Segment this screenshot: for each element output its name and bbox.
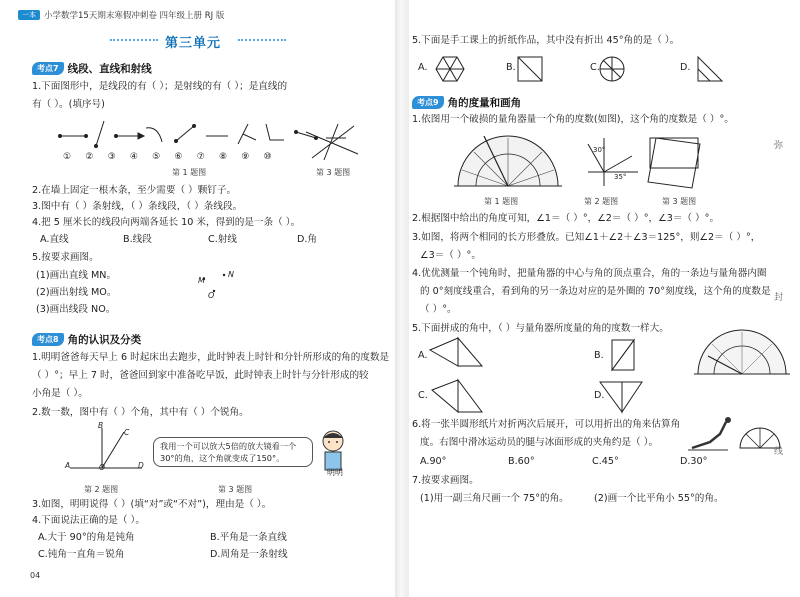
mingming-label: 明明 bbox=[327, 468, 343, 477]
s9-q6-option-c: C.45° bbox=[592, 456, 619, 467]
s9-q3-line2: ∠3＝（ ）°。 bbox=[420, 250, 481, 261]
s9-q4-line1: 4.优优测量一个钝角时，把量角器的中心与角的顶点重合，角的一条边与量角器内圈 bbox=[412, 268, 767, 279]
s9-q5: 5.下面拼成的角中，（ ）与量角器所度量的角的度数一样大。 bbox=[412, 323, 669, 334]
point-m-label: M bbox=[198, 276, 205, 285]
q1-line2: 有（ ）。(填序号) bbox=[32, 99, 105, 110]
s8-q4-option-c: C.钝角一直角＝锐角 bbox=[38, 549, 125, 560]
s8-q1-line3: 小角是（ ）。 bbox=[32, 388, 88, 399]
q5-item-3: (3)画出线段 NO。 bbox=[36, 304, 116, 315]
q5-option-c: C. bbox=[590, 62, 600, 73]
q4-option-a: A.直线 bbox=[40, 234, 69, 245]
q4-option-b: B.线段 bbox=[123, 234, 152, 245]
figure-number: ⑦ bbox=[196, 152, 219, 162]
unit-title: 第三单元 bbox=[165, 36, 222, 51]
s9-q5-option-d: D. bbox=[594, 390, 605, 401]
q5-item-1: (1)画出直线 MN。 bbox=[36, 270, 117, 281]
caption-s8-fig3: 第 3 题图 bbox=[218, 485, 253, 494]
q5: 5.按要求画图。 bbox=[32, 252, 99, 263]
s9-q4-line3: （ ）°。 bbox=[420, 304, 457, 315]
q5-right: 5.下面是手工课上的折纸作品，其中没有折出 45°角的是（ ）。 bbox=[412, 35, 680, 46]
q5-item-2: (2)画出射线 MO。 bbox=[36, 287, 117, 298]
right-page bbox=[404, 0, 800, 597]
s8-q4: 4.下面说法正确的是（ ）。 bbox=[32, 515, 145, 526]
header-title: 小学数学15天期末寒假冲刺卷 四年级上册 RJ 版 bbox=[44, 11, 225, 21]
point-n-label: N bbox=[228, 270, 234, 279]
figure-number: ⑧ bbox=[218, 152, 242, 162]
s9-q7-item-2: (2)画一个比平角小 55°的角。 bbox=[594, 493, 724, 504]
s8-q4-option-a: A.大于 90°的角是钝角 bbox=[38, 532, 135, 543]
s9-q5-set-squares bbox=[428, 336, 688, 416]
s9-q4-line2: 的 0°刻度线重合，看到角的另一条边对应的是外圈的 70°刻度线，这个角的度数是 bbox=[420, 286, 771, 297]
figure-number: ⑤ bbox=[152, 152, 175, 162]
caption-fig1: 第 1 题图 bbox=[172, 168, 207, 177]
figure-number: ① bbox=[63, 152, 86, 162]
s8-q2-figure bbox=[66, 424, 146, 480]
q2: 2.在墙上固定一根木条，至少需要（ ）颗钉子。 bbox=[32, 185, 237, 196]
caption-r-fig2: 第 2 题图 bbox=[584, 197, 619, 206]
side-label-1: 弥 bbox=[774, 141, 784, 151]
skater-figure bbox=[688, 414, 784, 454]
title-divider-left bbox=[110, 39, 158, 41]
caption-s8-fig2: 第 2 题图 bbox=[84, 485, 119, 494]
s9-q1: 1.依图用一个破损的量角器量一个角的度数(如图)，这个角的度数是（ ）°。 bbox=[412, 114, 734, 125]
q5-option-a: A. bbox=[418, 62, 428, 73]
s9-q6-line2: 度。右图中滑冰运动员的腿与冰面形成的夹角约是（ ）。 bbox=[420, 437, 659, 448]
s9-q5-option-c: C. bbox=[418, 390, 428, 401]
s9-q2: 2.根据图中给出的角度可知，∠1＝（ ）°，∠2＝（ ）°，∠3＝（ ）°。 bbox=[412, 213, 720, 224]
s9-q3-line1: 3.如图，将两个相同的长方形叠放。已知∠1＋∠2＋∠3＝125°，则∠2＝（ ）°， bbox=[412, 232, 761, 243]
protractor-reference bbox=[694, 326, 790, 380]
q1-line1: 1.下面图形中，是线段的有（ ）；是射线的有（ ）；是直线的 bbox=[32, 81, 288, 92]
section-9-header bbox=[412, 95, 521, 110]
header-badge: 一本 bbox=[18, 10, 40, 20]
point-o-label: O bbox=[208, 291, 215, 300]
figure-number: ⑥ bbox=[174, 152, 197, 162]
s8-q1-line1: 1.明明爸爸每天早上 6 时起床出去跑步，此时钟表上时针和分针所形成的角的度数是 bbox=[32, 352, 390, 363]
s9-q6-option-a: A.90° bbox=[420, 456, 447, 467]
figure-number: ⑩ bbox=[263, 152, 286, 162]
caption-r-fig1: 第 1 题图 bbox=[484, 197, 519, 206]
page-number: 04 bbox=[30, 571, 41, 580]
title-divider-right bbox=[238, 39, 286, 41]
label-d: D bbox=[138, 461, 144, 470]
caption-r-fig3: 第 3 题图 bbox=[662, 197, 697, 206]
s8-q3: 3.如图，明明说得（ ）(填“对”或“不对”)，理由是（ ）。 bbox=[32, 499, 272, 510]
section-badge: 考点8 bbox=[32, 333, 64, 346]
speech-bubble: 我用一个可以放大5倍的放大镜看一个30°的角，这个角就变成了150°。 bbox=[153, 437, 313, 467]
section-title: 线段、直线和射线 bbox=[67, 63, 152, 75]
s9-q6-line1: 6.将一张半圆形纸片对折两次后展开，可以用折出的角来估算角 bbox=[412, 419, 681, 430]
s9-q7: 7.按要求画图。 bbox=[412, 475, 479, 486]
label-c: C bbox=[124, 428, 130, 437]
overlapping-rectangles bbox=[646, 134, 716, 190]
section-title: 角的认识及分类 bbox=[67, 334, 142, 346]
section-title: 角的度量和画角 bbox=[447, 97, 522, 109]
q5-origami-figures bbox=[430, 54, 750, 84]
label-a: A bbox=[65, 461, 71, 470]
q1-figure-numbers bbox=[63, 150, 286, 164]
figure-number: ② bbox=[85, 152, 108, 162]
set-square-figure bbox=[582, 136, 642, 188]
s9-q5-option-b: B. bbox=[594, 350, 604, 361]
q3: 3.图中有（ ）条射线，（ ）条线段，（ ）条线段。 bbox=[32, 201, 243, 212]
s8-q4-option-d: D.周角是一条射线 bbox=[210, 549, 288, 560]
s9-q6-option-b: B.60° bbox=[508, 456, 535, 467]
section-7-header bbox=[32, 61, 152, 76]
section-badge: 考点9 bbox=[412, 96, 444, 109]
broken-protractor bbox=[454, 134, 564, 194]
angle-35-label: 35° bbox=[614, 173, 627, 181]
q4: 4.把 5 厘米长的线段向两端各延长 10 米，得到的是一条（ ）。 bbox=[32, 217, 301, 228]
label-o: O bbox=[99, 463, 105, 472]
figure-number: ④ bbox=[129, 152, 153, 162]
s8-q2: 2.数一数，图中有（ ）个角，其中有（ ）个锐角。 bbox=[32, 407, 249, 418]
s9-q7-item-1: (1)用一副三角尺画一个 75°的角。 bbox=[420, 493, 569, 504]
s9-q5-option-a: A. bbox=[418, 350, 428, 361]
figure-number: ⑨ bbox=[241, 152, 264, 162]
figure-number: ③ bbox=[107, 152, 130, 162]
q4-option-c: C.射线 bbox=[208, 234, 237, 245]
caption-fig3: 第 3 题图 bbox=[316, 168, 351, 177]
side-label-2: 封 bbox=[774, 293, 784, 303]
section-8-header bbox=[32, 332, 141, 347]
s8-q1-line2: （ ）°；早上 7 时，爸爸回到家中准备吃早饭，此时钟表上时针与分针形成的较 bbox=[32, 370, 369, 381]
label-b: B bbox=[98, 421, 104, 430]
section-badge: 考点7 bbox=[32, 62, 64, 75]
q5-option-b: B. bbox=[506, 62, 516, 73]
angle-30-label: 30° bbox=[593, 146, 606, 154]
s9-q6-option-d: D.30° bbox=[680, 456, 708, 467]
q5-option-d: D. bbox=[680, 62, 691, 73]
q3-figure bbox=[304, 124, 360, 160]
s8-q4-option-b: B.平角是一条直线 bbox=[210, 532, 287, 543]
side-label-3: 线 bbox=[774, 447, 784, 457]
q4-option-d: D.角 bbox=[297, 234, 318, 245]
